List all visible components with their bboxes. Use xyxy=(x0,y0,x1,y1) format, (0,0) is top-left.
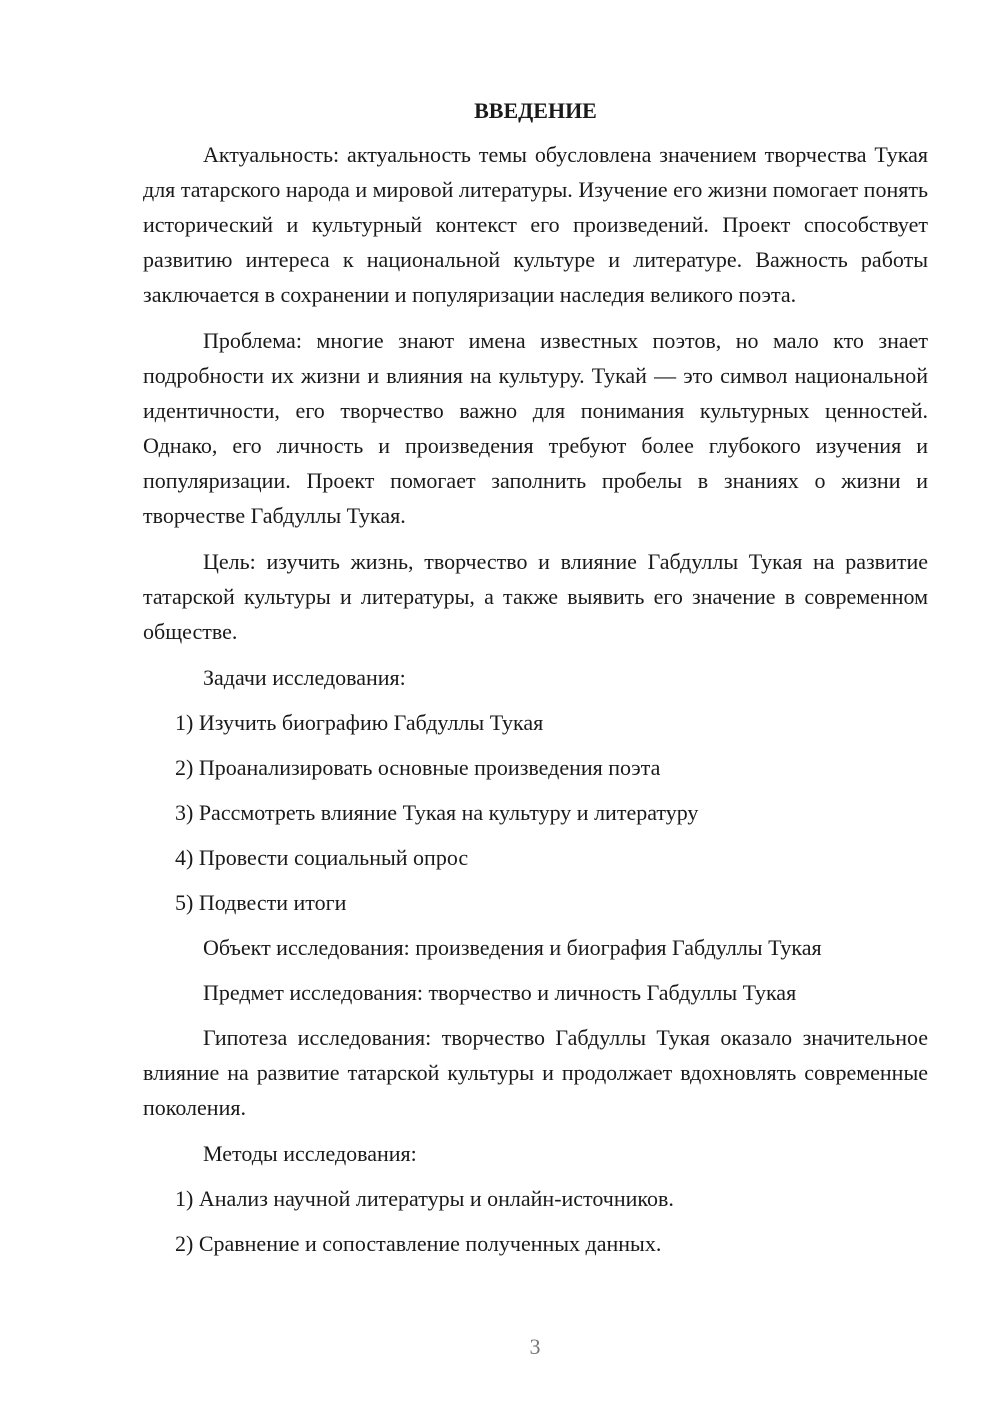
problem-paragraph: Проблема: многие знают имена известных поэтов, но мало кто знает подробности их жизни и влияния на культуру. Тукай — это символ национальной идентичности, его творчество важно для понимания культурных ценностей. Однако, его личность и произведения требуют более глубокого изучения и популяризации. Проект помогает заполнить пробелы в знаниях о жизни и творчестве Габдуллы Тукая. xyxy=(143,328,928,528)
relevance-paragraph: Актуальность: актуальность темы обусловлена значением творчества Тукая для татарского народа и мировой литературы. Изучение его жизни помогает понять исторический и культурный контекст его произведений. Проект способствует развитию интереса к национальной культуре и литературе. Важность работы заключается в сохранении и популяризации наследия великого поэта. xyxy=(143,142,928,307)
task-item: 3) Рассмотреть влияние Тукая на культуру и литературу xyxy=(175,800,699,825)
task-item: 4) Провести социальный опрос xyxy=(175,845,469,870)
task-item: 2) Проанализировать основные произведения поэта xyxy=(175,755,661,780)
task-item: 1) Изучить биографию Габдуллы Тукая xyxy=(175,710,544,735)
page-number: 3 xyxy=(529,1334,541,1359)
tasks-heading: Задачи исследования: xyxy=(203,665,406,690)
page-content xyxy=(143,98,928,1271)
methods-heading: Методы исследования: xyxy=(203,1141,417,1166)
method-item: 2) Сравнение и сопоставление полученных данных. xyxy=(175,1231,662,1256)
goal-paragraph: Цель: изучить жизнь, творчество и влияние Габдуллы Тукая на развитие татарской культуры и литературы, а также выявить его значение в современном обществе. xyxy=(143,549,928,644)
method-item: 1) Анализ научной литературы и онлайн-источников. xyxy=(175,1186,674,1211)
section-title: ВВЕДЕНИЕ xyxy=(474,98,597,123)
research-subject: Предмет исследования: творчество и личность Габдуллы Тукая xyxy=(203,980,797,1005)
research-object: Объект исследования: произведения и биография Габдуллы Тукая xyxy=(203,935,822,960)
hypothesis-paragraph: Гипотеза исследования: творчество Габдуллы Тукая оказало значительное влияние на развитие татарской культуры и продолжает вдохновлять современные поколения. xyxy=(143,1025,928,1120)
task-item: 5) Подвести итоги xyxy=(175,890,347,915)
